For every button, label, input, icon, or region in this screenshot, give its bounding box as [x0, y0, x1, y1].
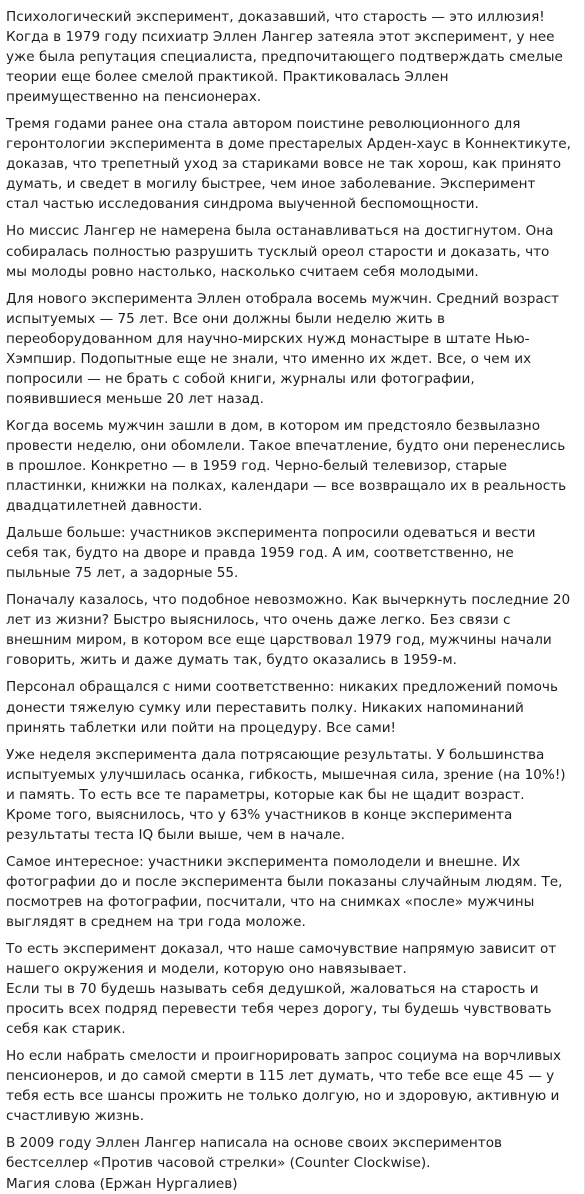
paragraph-text: Когда восемь мужчин зашли в дом, в котором им предстояло безвылазно провести неделю, они обомлели. Такое впечатление, будто они перенеслись в прошлое. Конкретно — в 1959 год. Черно-белый телевизор, старые пластинки, книжки на полках, календари — все возвращало их в реальность двадцатилетней давности. [6, 417, 567, 515]
paragraph-10 [6, 852, 571, 932]
paragraph-4 [6, 289, 571, 409]
paragraph-text: Для нового эксперимента Эллен отобрала восемь мужчин. Средний возраст испытуемых — 75 лет. Все они должны были неделю жить в переоборудованном для научно-мирских нужд монастыре в штате Нью-Хэмпшир. Подопытные еще не знали, что именно их ждет. Все, о чем их попросили — не брать с собой книги, журналы или фотографии, появившиеся меньше 20 лет назад. [6, 290, 560, 407]
paragraph-text: Дальше больше: участников эксперимента попросили одеваться и вести себя так, будто на дворе и правда 1959 год. А им, соответственно, не пыльные 75 лет, а задорные 55. [6, 525, 536, 582]
paragraph-text: Самое интересное: участники эксперимента помолодели и внешне. Их фотографии до и после эксперимента были показаны случайным людям. Те, посмотрев на фотографии, посчитали, что на снимках «после» мужчины выглядят в среднем на три года моложе. [6, 853, 563, 930]
post-signature: Магия слова (Ержан Нургалиев) [6, 1175, 238, 1192]
paragraph-text: Но миссис Лангер не намерена была останавливаться на достигнутом. Она собиралась полностью разрушить тусклый ореол старости и доказать, что мы молоды ровно настолько, насколько считаем себя молодыми. [6, 223, 554, 280]
paragraph-7 [6, 590, 571, 670]
paragraph-text: Тремя годами ранее она стала автором поистине революционного для геронтологии эксперимента в доме престарелых Арден-хаус в Коннектикуте, доказав, что трепетный уход за стариками вовсе не так хорош, как принято думать, и сведет в могилу быстрее, чем иное заболевание. Эксперимент стал частью исследования синдрома выученной беспомощности. [6, 116, 571, 213]
paragraph-text: Уже неделя эксперимента дала потрясающие результаты. У большинства испытуемых улучшилась осанка, гибкость, мышечная сила, зрение (на 10%!) и память. То есть все те параметры, которые как бы не щадит возраст. Кроме того, выяснилось, что у 63% участников в конце эксперимента результаты теста IQ были выше, чем в начале. [6, 746, 566, 843]
post-headline: Психологический эксперимент, доказавший, что старость — это иллюзия! [6, 9, 545, 25]
paragraph-9 [6, 745, 571, 845]
paragraph-12 [6, 1046, 571, 1126]
paragraph-2 [6, 114, 571, 214]
paragraph-text: Если ты в 70 будешь называть себя дедушкой, жаловаться на старость и просить всех подряд перевести тебя через дорогу, ты будешь чувствовать себя как старик. [6, 981, 552, 1038]
paragraph-1 [6, 7, 571, 107]
paragraph-6 [6, 523, 571, 583]
paragraph-text: Персонал обращался с ними соответственно: никаких предложений помочь донести тяжелую сумку или переставить полку. Никаких напоминаний принять таблетки или пойти на процедуру. Все сами! [6, 679, 558, 736]
paragraph-8 [6, 677, 571, 737]
paragraph-13 [6, 1133, 571, 1193]
paragraph-3 [6, 221, 571, 281]
paragraph-text: Когда в 1979 году психиатр Эллен Лангер затеяла этот эксперимент, у нее уже была репутация специалиста, предпочитающего подтверждать смелые теории еще более смелой практикой. Практиковалась Эллен преимущественно на пенсионерах. [6, 29, 563, 106]
paragraph-text: Но если набрать смелости и проигнорировать запрос социума на ворчливых пенсионеров, и до самой смерти в 115 лет думать, что тебе все еще 45 — у тебя есть все шансы прожить не только долгую, но и здоровую, активную и счастливую жизнь. [6, 1048, 562, 1125]
paragraph-text: То есть эксперимент доказал, что наше самочувствие напрямую зависит от нашего окружения и модели, которую оно навязывает. [6, 941, 557, 978]
paragraph-5 [6, 416, 571, 516]
paragraph-11 [6, 939, 571, 1039]
paragraph-text: В 2009 году Эллен Лангер написала на основе своих экспериментов бестселлер «Против часовой стрелки» (Counter Clockwise). [6, 1135, 503, 1172]
paragraph-text: Поначалу казалось, что подобное невозможно. Как вычеркнуть последние 20 лет из жизни? Быстро выяснилось, что очень даже легко. Без связи с внешним миром, в котором все еще царствовал 1979 год, мужчины начали говорить, жить и даже думать так, будто оказались в 1959-м. [6, 592, 571, 669]
